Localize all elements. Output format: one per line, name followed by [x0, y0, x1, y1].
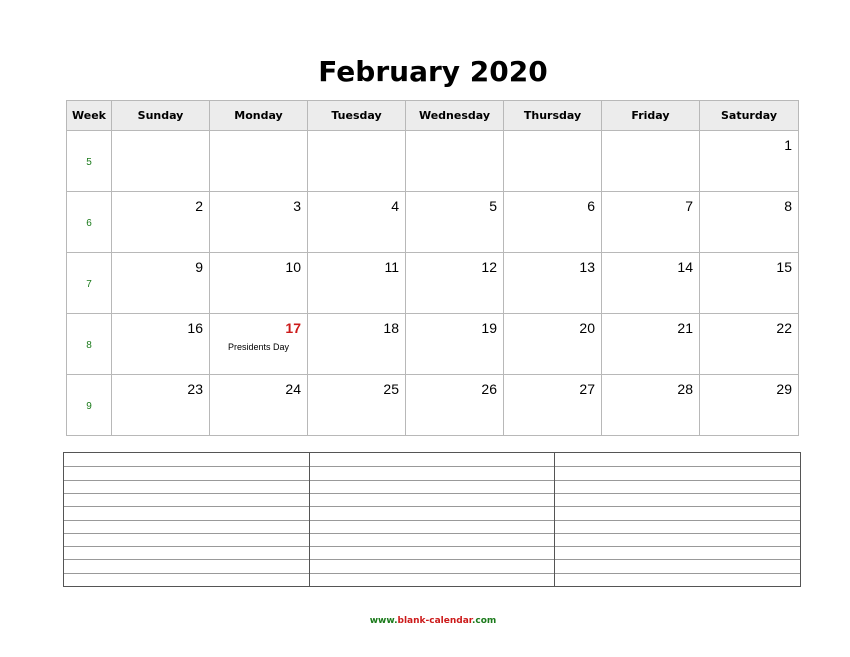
day-cell [308, 375, 406, 436]
day-number: 3 [293, 198, 301, 214]
week-number: 9 [86, 401, 92, 412]
note-line [64, 493, 309, 494]
day-cell [602, 192, 700, 253]
day-number: 2 [195, 198, 203, 214]
day-cell [700, 314, 799, 375]
note-line [555, 506, 800, 507]
day-number: 28 [677, 381, 693, 397]
day-number: 18 [383, 320, 399, 336]
note-line [555, 559, 800, 560]
note-line [64, 466, 309, 467]
day-cell [308, 314, 406, 375]
day-number: 26 [481, 381, 497, 397]
week-number-cell [67, 192, 112, 253]
header-week: Week [67, 101, 112, 131]
week-number: 7 [86, 279, 92, 290]
note-line [555, 533, 800, 534]
day-cell [112, 253, 210, 314]
week-number-cell [67, 375, 112, 436]
day-number: 29 [776, 381, 792, 397]
notes-area [63, 452, 801, 587]
day-number: 19 [481, 320, 497, 336]
day-number: 22 [776, 320, 792, 336]
note-line [64, 546, 309, 547]
day-cell [602, 375, 700, 436]
header-row [67, 101, 799, 131]
footer-domain: blank-calendar [397, 616, 472, 626]
note-line [310, 559, 555, 560]
day-cell [210, 131, 308, 192]
day-cell [210, 253, 308, 314]
day-number: 5 [489, 198, 497, 214]
note-line [64, 520, 309, 521]
note-line [555, 573, 800, 574]
day-cell [504, 131, 602, 192]
day-number: 16 [187, 320, 203, 336]
note-line [64, 533, 309, 534]
day-number: 11 [384, 259, 399, 275]
day-cell [406, 253, 504, 314]
notes-column [64, 453, 309, 586]
week-number: 6 [86, 218, 92, 229]
day-number: 9 [195, 259, 203, 275]
note-line [310, 493, 555, 494]
day-cell [210, 375, 308, 436]
day-cell [308, 253, 406, 314]
day-number: 27 [579, 381, 595, 397]
footer-suffix: .com [471, 616, 497, 626]
day-cell [112, 314, 210, 375]
week-row [67, 253, 799, 314]
day-cell [112, 375, 210, 436]
footer-prefix: www. [369, 616, 398, 626]
week-number-cell [67, 314, 112, 375]
day-number: 25 [383, 381, 399, 397]
notes-column [554, 453, 800, 586]
note-line [310, 506, 555, 507]
day-number: 23 [187, 381, 203, 397]
day-cell [504, 253, 602, 314]
header-thursday: Thursday [504, 101, 602, 131]
week-row [67, 131, 799, 192]
day-number: 6 [587, 198, 595, 214]
note-line [310, 533, 555, 534]
calendar-title: February 2020 [318, 55, 548, 88]
header-wednesday: Wednesday [406, 101, 504, 131]
note-line [555, 546, 800, 547]
note-line [64, 573, 309, 574]
day-number: 10 [285, 259, 301, 275]
note-line [555, 466, 800, 467]
day-number: 1 [784, 137, 792, 153]
day-number: 20 [579, 320, 595, 336]
note-line [310, 546, 555, 547]
note-line [310, 573, 555, 574]
day-cell [700, 375, 799, 436]
note-line [64, 480, 309, 481]
day-cell [406, 131, 504, 192]
note-line [555, 520, 800, 521]
day-cell [308, 131, 406, 192]
day-number: 4 [391, 198, 399, 214]
day-number: 7 [685, 198, 693, 214]
day-cell [602, 253, 700, 314]
day-number: 14 [677, 259, 693, 275]
day-number: 24 [285, 381, 301, 397]
day-cell [602, 131, 700, 192]
header-monday: Monday [210, 101, 308, 131]
day-number: 8 [784, 198, 792, 214]
header-friday: Friday [602, 101, 700, 131]
calendar-grid [66, 100, 799, 436]
day-cell [700, 253, 799, 314]
day-cell [602, 314, 700, 375]
day-cell [210, 192, 308, 253]
week-number: 8 [86, 340, 92, 351]
note-line [555, 493, 800, 494]
day-number: 13 [579, 259, 595, 275]
note-line [310, 520, 555, 521]
note-line [64, 559, 309, 560]
week-number-cell [67, 253, 112, 314]
footer-website[interactable] [0, 616, 850, 626]
holiday-day-cell [210, 314, 308, 375]
day-cell [112, 131, 210, 192]
holiday-label: Presidents Day [227, 342, 290, 352]
notes-column [309, 453, 555, 586]
note-line [64, 506, 309, 507]
day-cell [504, 375, 602, 436]
header-tuesday: Tuesday [308, 101, 406, 131]
holiday-day-number: 17 [285, 320, 301, 336]
day-cell [700, 131, 799, 192]
header-saturday: Saturday [700, 101, 799, 131]
note-line [310, 466, 555, 467]
week-row [67, 314, 799, 375]
day-cell [406, 192, 504, 253]
day-cell [504, 192, 602, 253]
note-line [310, 480, 555, 481]
day-number: 15 [776, 259, 792, 275]
week-number-cell [67, 131, 112, 192]
day-number: 21 [677, 320, 693, 336]
day-cell [406, 314, 504, 375]
week-number: 5 [86, 157, 92, 168]
header-sunday: Sunday [112, 101, 210, 131]
day-cell [504, 314, 602, 375]
day-cell [700, 192, 799, 253]
week-row [67, 192, 799, 253]
day-cell [112, 192, 210, 253]
day-number: 12 [481, 259, 497, 275]
note-line [555, 480, 800, 481]
day-cell [308, 192, 406, 253]
day-cell [406, 375, 504, 436]
week-row [67, 375, 799, 436]
